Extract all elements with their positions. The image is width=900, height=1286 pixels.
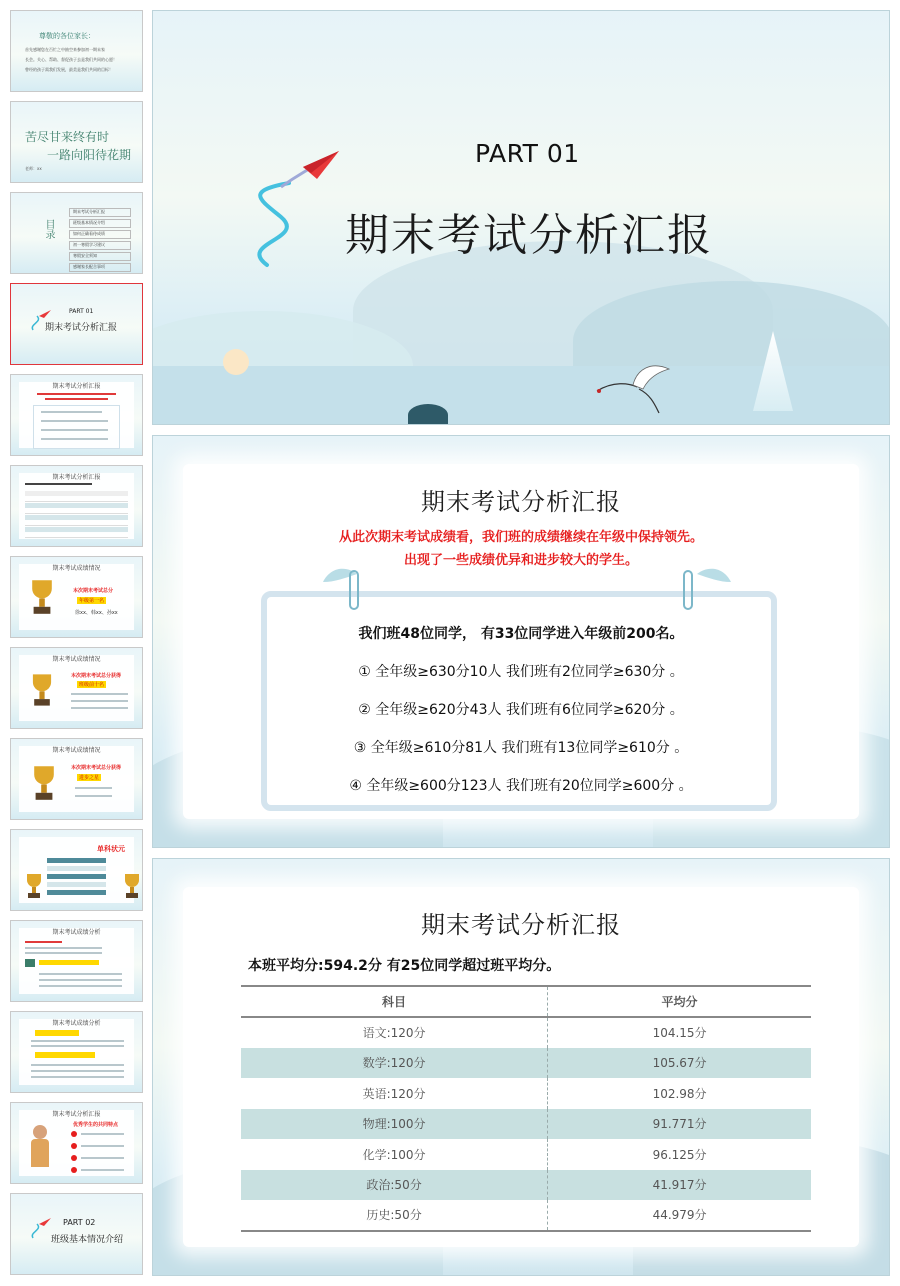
slide-thumbnail-9[interactable] xyxy=(10,738,143,820)
slide-thumbnail-5[interactable] xyxy=(10,374,143,456)
slide-thumbnail-7[interactable] xyxy=(10,556,143,638)
thumb-title: 期末考试成绩情况 xyxy=(52,656,101,663)
slide-table-section xyxy=(152,858,890,1276)
crane-bird-icon xyxy=(593,351,673,417)
thumb-title: 期末考试成绩情况 xyxy=(52,747,101,754)
highlight-line-1: 从此次期末考试成绩看，我们班的成绩继续在年级中保持领先。 xyxy=(338,530,703,545)
thumb-text: 曾经的孩子需我们发展，最美是我们共同的目标！ xyxy=(25,67,113,72)
thumb-item: 班级基本情况介绍 xyxy=(69,219,131,228)
thumb-title: 目录 xyxy=(43,219,54,239)
thumb-title: 期末考试分析汇报 xyxy=(52,1111,101,1118)
slide-thumbnail-8[interactable] xyxy=(10,647,143,729)
thumb-item: 寒假安全须知 xyxy=(69,252,131,261)
slide-thumbnail-12[interactable] xyxy=(10,1011,143,1093)
board-hook xyxy=(683,570,693,610)
slide-thumbnail-1[interactable] xyxy=(10,10,143,92)
slide-stats-section xyxy=(152,435,890,848)
average-cell: 96.125分 xyxy=(652,1147,707,1162)
column-header-average: 平均分 xyxy=(548,986,811,1017)
stat-line-3: ③ 全年级≥610分81人 我们班有13位同学≥610分 。 xyxy=(353,740,689,756)
thumb-badge: 年级第一名 xyxy=(79,598,105,604)
thumb-names: 徐xx、韩xx、孙xx xyxy=(75,610,118,616)
thumb-item: 感谢家长配合事项 xyxy=(69,263,131,272)
slide-thumbnail-11[interactable] xyxy=(10,920,143,1002)
table-row xyxy=(241,1200,811,1231)
thumb-title: 期末考试成绩分析 xyxy=(52,929,101,936)
thumb-title: 单科状元 xyxy=(97,845,125,853)
stat-line-4: ④ 全年级≥600分123人 我们班有20位同学≥600分 。 xyxy=(349,778,693,794)
subject-cell: 化学:100分 xyxy=(241,1139,548,1170)
thumb-subtitle: 一路向阳待花期 xyxy=(47,148,132,162)
thumb-badge: 班级前十名 xyxy=(79,682,105,688)
subject-cell: 英语:120分 xyxy=(241,1078,548,1109)
table-row xyxy=(241,1170,811,1201)
column-header-subject: 科目 xyxy=(241,986,548,1017)
thumb-text: 长会。关心、帮助、督促孩子去是我们共同的心愿！ xyxy=(25,57,117,62)
slide-main-title: 期末考试分析汇报 xyxy=(345,210,713,261)
part-label: PART 01 xyxy=(475,139,580,168)
slide-thumbnail-13[interactable] xyxy=(10,1102,143,1184)
thumb-note: 本次期末考试总分获得 xyxy=(71,765,122,771)
subject-cell: 历史:50分 xyxy=(241,1200,548,1231)
trophy-icon xyxy=(25,874,43,898)
thumb-item: 初一寒假学习建议 xyxy=(69,241,131,250)
average-cell: 104.15分 xyxy=(652,1026,707,1041)
subject-cell: 政治:50分 xyxy=(241,1170,548,1201)
leaf-icon xyxy=(693,564,733,586)
table-row xyxy=(241,1139,811,1170)
trophy-icon xyxy=(31,766,56,800)
slide-thumbnail-2[interactable] xyxy=(10,101,143,183)
slide-thumbnail-4[interactable] xyxy=(10,283,143,365)
average-cell: 105.67分 xyxy=(548,1048,811,1079)
table-row xyxy=(241,1078,811,1109)
average-summary: 本班平均分:594.2分 有25位同学超过班平均分。 xyxy=(248,958,561,974)
table-row xyxy=(241,1017,811,1048)
slide-thumbnail-10[interactable] xyxy=(10,829,143,911)
average-cell: 91.771分 xyxy=(548,1109,811,1140)
thumb-title: 期末考试分析汇报 xyxy=(52,383,101,390)
stat-line-1: ① 全年级≥630分10人 我们班有2位同学≥630分 。 xyxy=(358,664,684,680)
slide-thumbnail-6[interactable] xyxy=(10,465,143,547)
thumb-part-label: PART 01 xyxy=(69,308,94,315)
table-row xyxy=(241,1048,811,1079)
paper-plane-icon xyxy=(29,1216,53,1242)
average-cell: 102.98分 xyxy=(652,1086,707,1101)
slide-heading: 期末考试分析汇报 xyxy=(421,488,621,516)
slide-heading: 期末考试分析汇报 xyxy=(421,911,621,939)
subject-cell: 数学:120分 xyxy=(241,1048,548,1079)
board-hook xyxy=(349,570,359,610)
stat-line-2: ② 全年级≥620分43人 我们班有6位同学≥620分 。 xyxy=(358,702,684,718)
thumb-title: 期末考试分析汇报 xyxy=(52,474,101,481)
paper-plane-icon xyxy=(239,147,359,275)
thumb-part-label: PART 02 xyxy=(63,1218,96,1227)
class-summary-line: 我们班48位同学， 有33位同学进入年级前200名。 xyxy=(358,626,684,642)
subject-cell: 物理:100分 xyxy=(241,1109,548,1140)
trophy-icon xyxy=(123,874,141,898)
trophy-icon xyxy=(30,674,53,705)
thumb-note: 本次期末考试总分 xyxy=(73,588,114,594)
table-row xyxy=(241,1109,811,1140)
thumb-note: 优秀学生的共同特点 xyxy=(73,1122,119,1128)
thumb-item: 如何正确看待成绩 xyxy=(69,230,131,239)
average-cell: 41.917分 xyxy=(548,1170,811,1201)
slide-title-section xyxy=(152,10,890,425)
average-cell: 44.979分 xyxy=(548,1200,811,1231)
trophy-icon xyxy=(29,580,54,614)
score-table xyxy=(241,985,811,1232)
slide-thumbnail-panel xyxy=(0,0,150,1286)
thumb-text: 首先感谢您在百忙之中抽空来参加初一期末家 xyxy=(25,47,105,52)
thumb-title: 尊敬的各位家长： xyxy=(39,32,95,40)
thumb-title: 期末考试成绩分析 xyxy=(52,1020,101,1027)
slide-thumbnail-14[interactable] xyxy=(10,1193,143,1275)
slide-thumbnail-3[interactable] xyxy=(10,192,143,274)
thumb-title: 苦尽甘来终有时 xyxy=(25,130,110,144)
thumb-title: 班级基本情况介绍 xyxy=(51,1235,124,1245)
table-header-row xyxy=(241,986,811,1017)
highlight-line-2: 出现了一些成绩优异和进步较大的学生。 xyxy=(403,553,638,568)
thumb-title: 期末考试分析汇报 xyxy=(45,323,118,333)
thumb-note: 本次期末考试总分获得 xyxy=(71,673,122,679)
teacher-figure xyxy=(33,1125,47,1139)
thumb-badge: 进步之星 xyxy=(79,775,100,781)
island-decoration xyxy=(408,404,448,425)
subject-cell: 语文:120分 xyxy=(241,1017,548,1048)
thumb-footer: 老师：xx xyxy=(25,166,42,171)
thumb-title: 期末考试成绩情况 xyxy=(52,565,101,572)
thumb-item: 期末考试分析汇报 xyxy=(69,208,131,217)
sun-decoration xyxy=(223,349,249,375)
